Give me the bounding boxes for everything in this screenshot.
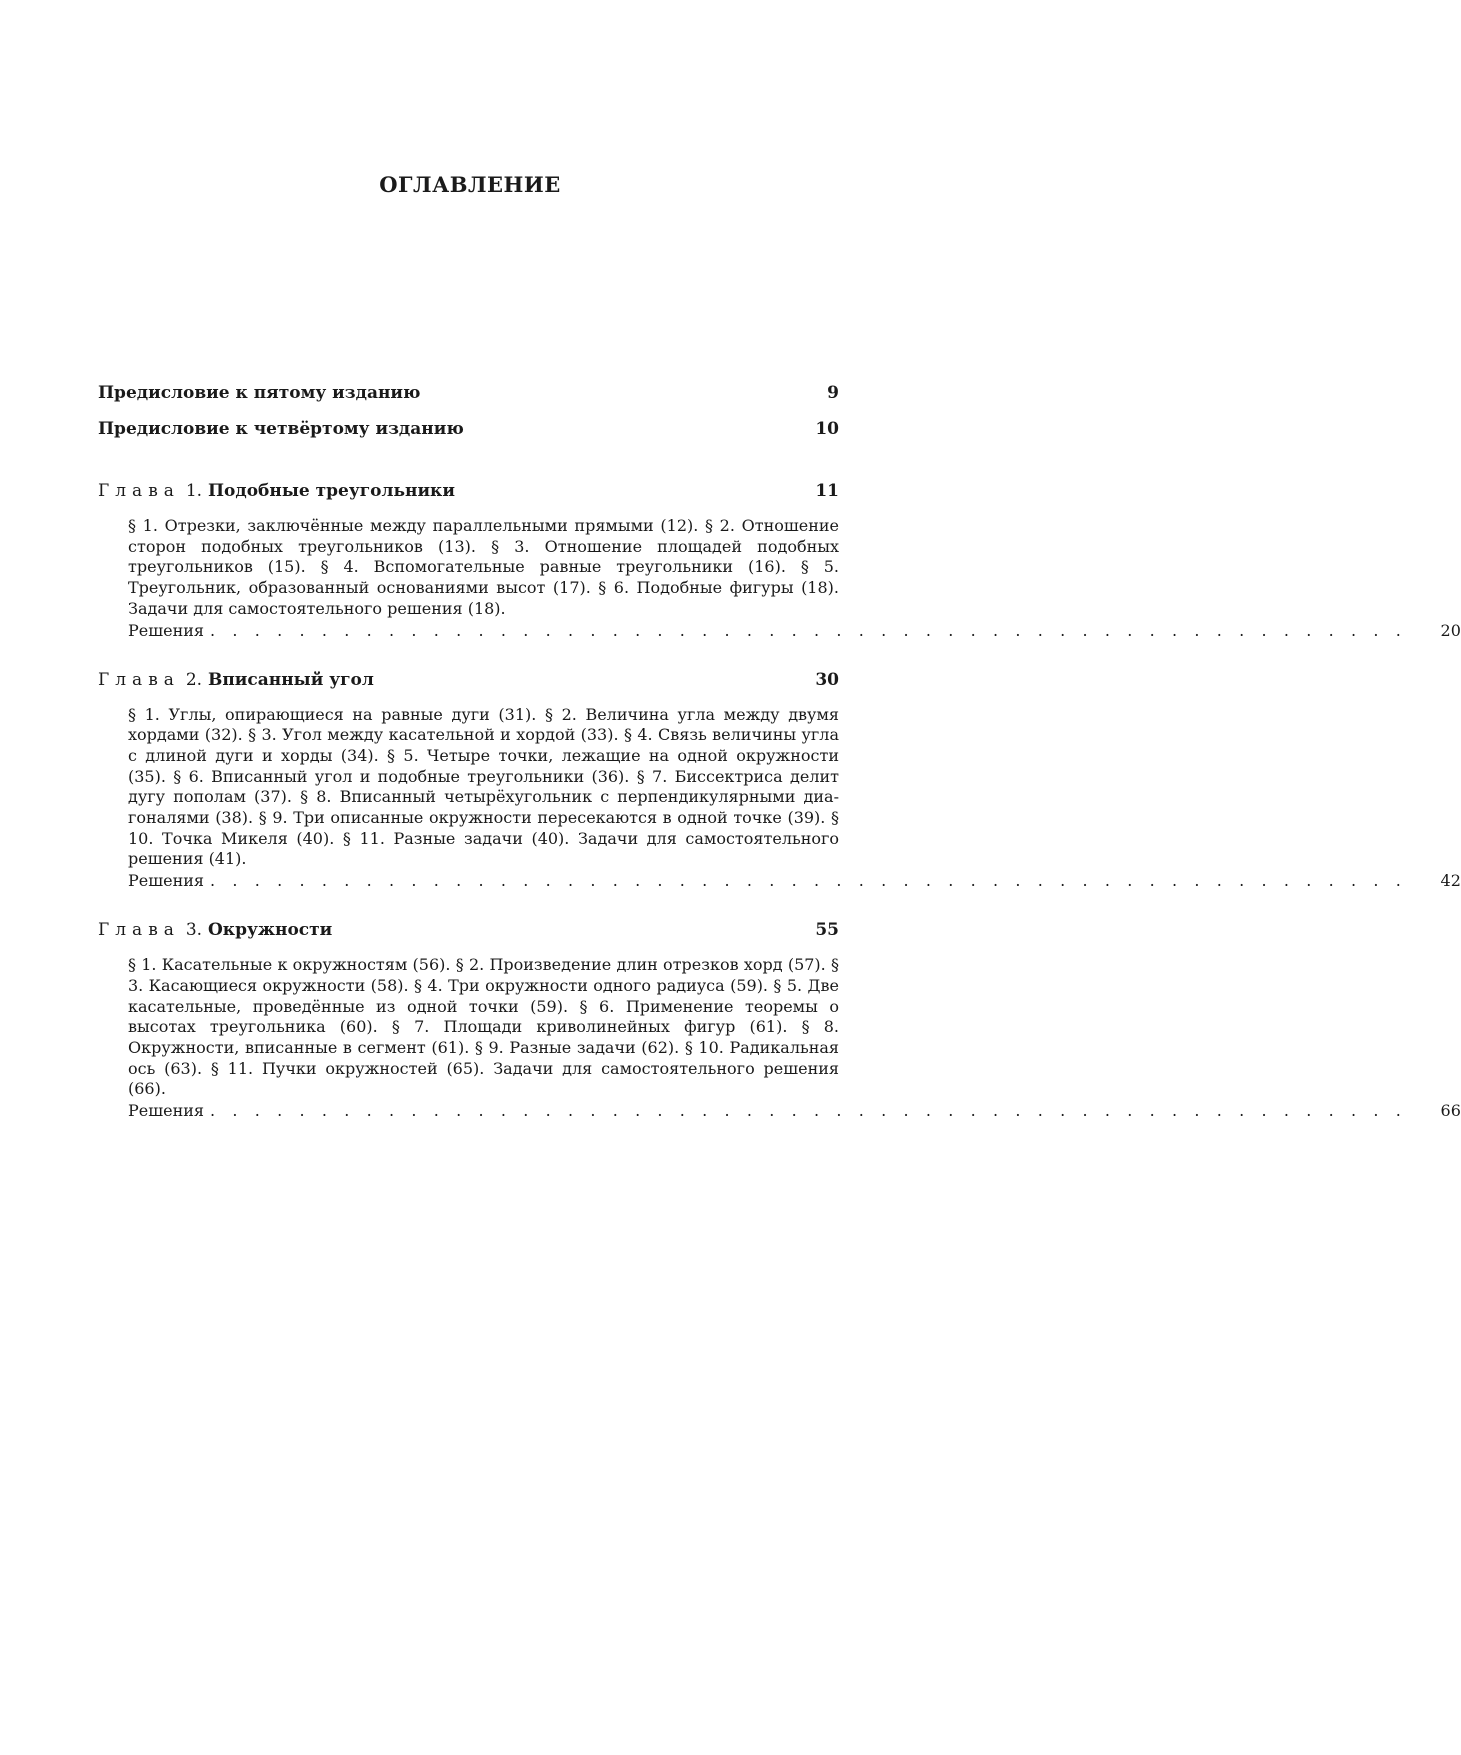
solutions-page: 66 (1440, 1101, 1461, 1121)
solutions-entry[interactable] (128, 870, 1461, 891)
solutions-entry[interactable] (128, 620, 1461, 641)
chapter-number: 1. (185, 481, 203, 501)
solutions-entry[interactable] (128, 1100, 1461, 1121)
chapter-2 (98, 669, 1461, 892)
solutions-label: Решения (128, 620, 204, 640)
chapter-page: 11 (815, 481, 839, 501)
chapter-page: 55 (815, 920, 839, 941)
toc-entry-title: Предисловие к четвёртому изданию (98, 419, 464, 439)
dot-leader: . . . . . . . . . . . . . . . . . . . . . . . . . . . . . . . . . . . . . . . . . . . . . . . . . . . . . . (210, 1101, 1407, 1121)
toc-entry-page: 9 (827, 383, 839, 403)
chapter-body (128, 704, 1461, 892)
chapter-1 (98, 480, 1461, 641)
chapter-3 (98, 919, 1461, 1121)
solutions-label: Решения (128, 1101, 204, 1121)
dot-leader: . . . . . . . . . . . . . . . . . . . . . . . . . . . . . . . . . . . . . . . . . . . . . . . . . . . . . . (210, 871, 1407, 891)
chapter-summary: § 1. Углы, опирающиеся на равные дуги (31). § 2. Величина угла между двумя хордами (32). § 3. Угол между касательной и хордой (33). § 4. Связь величины угла с длиной дуги и хорды (34). § 5. Четыре точки, лежащие на одной окружности (35). § 6. Вписанный угол и подобные треугольники (36). § 7. Биссектриса делит дугу пополам (37). § 8. Вписанный четырёхугольник с перпендикулярными диагоналями (38). § 9. Три описанные окружности пересекаются в одной точке (39). § 10. Точка Микеля (40). § 11. Разные задачи (40). Задачи для самостоятельного решения (41). (128, 704, 839, 869)
chapter-summary: § 1. Касательные к окружностям (56). § 2. Произведение длин отрезков хорд (57). § 3. Касающиеся окружности (58). § 4. Три окружности одного радиуса (59). § 5. Две касательные, проведённые из одной точки (59). § 6. Применение теоремы о высотах треугольника (60). § 7. Площади криволинейных фигур (61). § 8. Окружности, вписанные в сегмент (61). § 9. Разные задачи (62). § 10. Радикальная ось (63). § 11. Пучки окружностей (65). Задачи для самостоятельного решения (66). (128, 955, 839, 1099)
page-title: ОГЛАВЛЕНИЕ (379, 172, 561, 197)
table-of-contents (98, 382, 1461, 1121)
solutions-label: Решения (128, 871, 204, 891)
chapter-page: 30 (815, 669, 839, 690)
dot-leader: . . . . . . . . . . . . . . . . . . . . . . . . . . . . . . . . . . . . . . . . . . . . . . . . . . . . . . (210, 620, 1407, 640)
chapter-body (128, 516, 1461, 641)
toc-entry-preface-fourth[interactable] (98, 418, 839, 440)
chapter-summary: § 1. Отрезки, заключённые между параллельными прямыми (12). § 2. Отношение сторон подобных треугольников (13). § 3. Отношение площадей подобных треугольников (15). § 4. Вспомогательные равные треугольники (16). § 5. Треугольник, образованный основаниями высот (17). § 6. Подобные фигуры (18). Задачи для самостоятельного решения (18). (128, 516, 839, 618)
chapter-number: 3. (185, 920, 203, 941)
solutions-page: 42 (1440, 871, 1461, 891)
chapter-word: Глава (98, 481, 180, 501)
toc-entry-page: 10 (815, 419, 839, 439)
chapter-word: Глава (98, 920, 180, 941)
chapter-name: Вписанный угол (207, 669, 374, 690)
chapter-name: Окружности (207, 920, 333, 941)
chapter-body (128, 955, 1461, 1121)
toc-entry-title: Предисловие к пятому изданию (98, 383, 421, 403)
chapter-heading[interactable] (98, 669, 839, 691)
toc-entry-preface-fifth[interactable] (98, 382, 839, 404)
chapter-word: Глава (98, 669, 180, 690)
chapter-number: 2. (185, 669, 203, 690)
chapter-name: Подобные треугольники (207, 481, 455, 501)
chapter-heading[interactable] (98, 919, 839, 941)
solutions-page: 20 (1440, 620, 1461, 640)
chapter-heading[interactable] (98, 480, 839, 502)
